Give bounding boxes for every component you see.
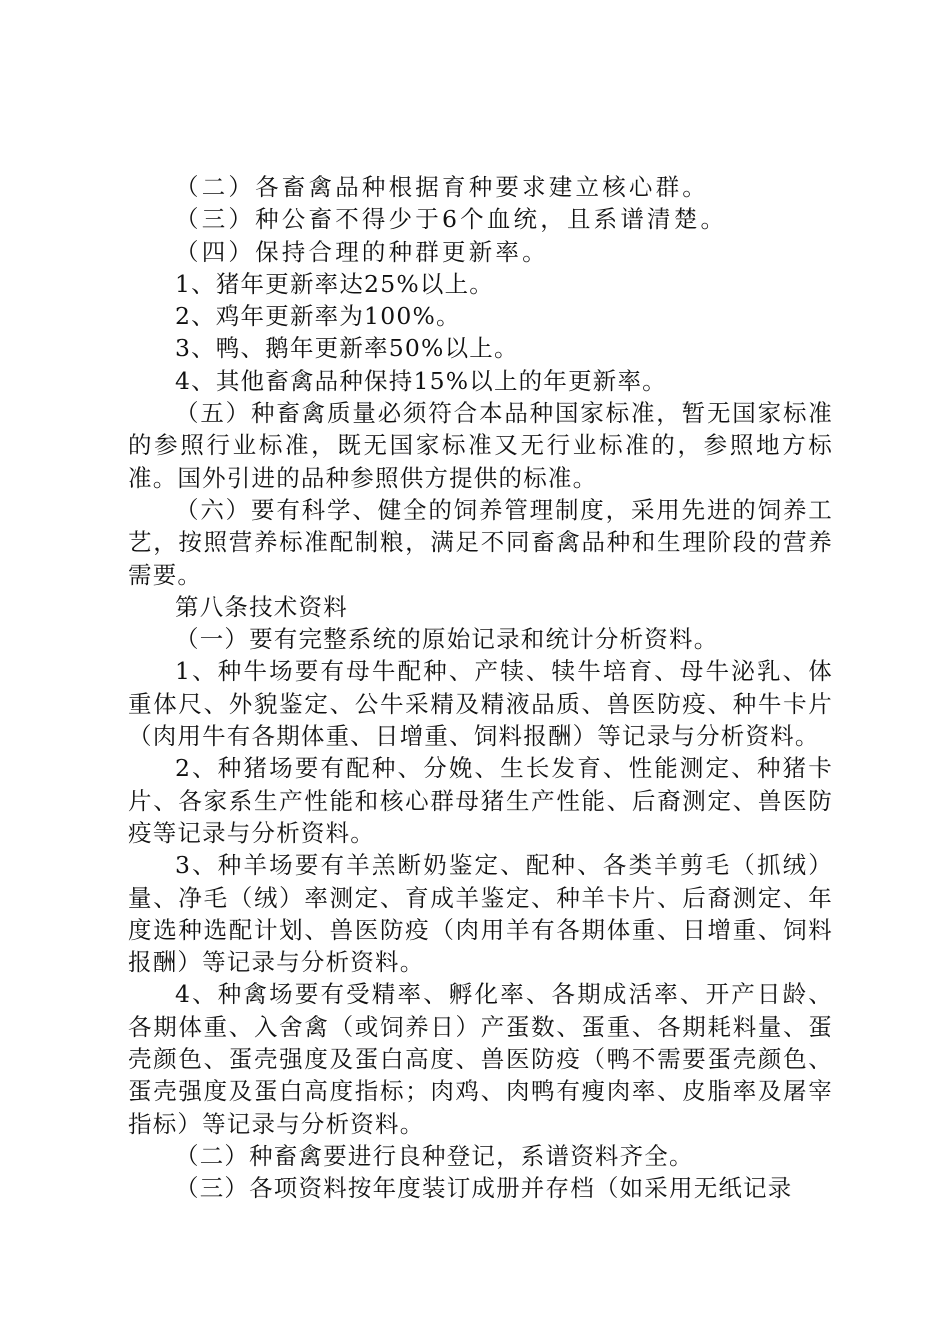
list-item-poultry-farm: 4、种禽场要有受精率、孵化率、各期成活率、开产日龄、各期体重、入舍禽（或饲养日）产蛋数、蛋重、各期耗料量、蛋壳颜色、蛋壳强度及蛋白高度、兽医防疫（鸭不需要蛋壳颜色、蛋壳强度及蛋白高度指标；肉鸡、肉鸭有瘦肉率、皮脂率及屠宰指标）等记录与分析资料。 <box>128 980 833 1138</box>
paragraph-original-records: （一）要有完整系统的原始记录和统计分析资料。 <box>175 625 719 654</box>
paragraph-archiving: （三）各项资料按年度装订成册并存档（如采用无纸记录 <box>175 1174 793 1203</box>
paragraph-breed-registration: （二）种畜禽要进行良种登记，系谱资料齐全。 <box>175 1141 694 1170</box>
list-item-sheep-farm: 3、种羊场要有羊羔断奶鉴定、配种、各类羊剪毛（抓绒）量、净毛（绒）率测定、育成羊鉴定、种羊卡片、后裔测定、年度选种选配计划、兽医防疫（肉用羊有各期体重、日增重、饲料报酬）等记录与分析资料。 <box>128 851 833 977</box>
section-heading-article-8: 第八条技术资料 <box>175 592 348 621</box>
list-item-pig-renewal: 1、猪年更新率达25%以上。 <box>175 269 494 298</box>
paragraph-renewal-rate: （四）保持合理的种群更新率。 <box>175 237 549 266</box>
list-item-other-renewal: 4、其他畜禽品种保持15%以上的年更新率。 <box>175 366 667 395</box>
list-item-pig-farm: 2、种猪场要有配种、分娩、生长发育、性能测定、种猪卡片、各家系生产性能和核心群母猪生产性能、后裔测定、兽医防疫等记录与分析资料。 <box>128 754 833 847</box>
list-item-cattle-farm: 1、种牛场要有母牛配种、产犊、犊牛培育、母牛泌乳、体重体尺、外貌鉴定、公牛采精及精液品质、兽医防疫、种牛卡片（肉用牛有各期体重、日增重、饲料报酬）等记录与分析资料。 <box>128 657 833 751</box>
list-item-chicken-renewal: 2、鸡年更新率为100%。 <box>175 302 461 331</box>
paragraph-quality-standard: （五）种畜禽质量必须符合本品种国家标准，暂无国家标准的参照行业标准，既无国家标准又无行业标准的，参照地方标准。国外引进的品种参照供方提供的标准。 <box>128 399 833 492</box>
paragraph-sire-bloodlines: （三）种公畜不得少于6个血统，且系谱清楚。 <box>175 205 728 234</box>
paragraph-feeding-management: （六）要有科学、健全的饲养管理制度，采用先进的饲养工艺，按照营养标准配制粮，满足不同畜禽品种和生理阶段的营养需要。 <box>128 495 833 589</box>
paragraph-core-group: （二）各畜禽品种根据育种要求建立核心群。 <box>175 173 709 201</box>
document-body <box>128 171 833 1205</box>
list-item-duck-goose-renewal: 3、鸭、鹅年更新率50%以上。 <box>175 334 519 363</box>
